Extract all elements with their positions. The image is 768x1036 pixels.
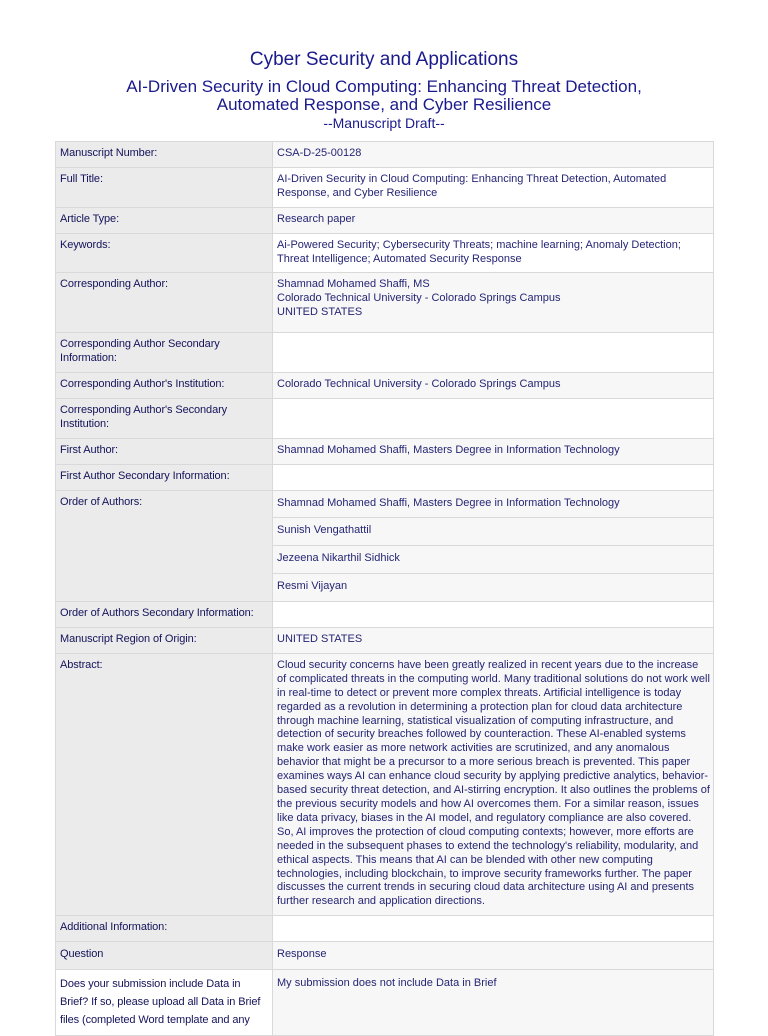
table-row	[56, 490, 714, 518]
manuscript-number: CSA-D-25-00128	[273, 142, 714, 168]
row-label: Keywords:	[56, 233, 273, 273]
corresponding-institution: Colorado Technical University - Colorado Springs Campus	[273, 372, 714, 398]
author-entry: Shamnad Mohamed Shaffi, Masters Degree in Information Technology	[273, 490, 714, 518]
table-row	[56, 207, 714, 233]
author-entry: Resmi Vijayan	[273, 574, 714, 602]
row-label: First Author:	[56, 438, 273, 464]
manuscript-metadata-table	[55, 141, 714, 1036]
corresponding-secondary-institution	[273, 398, 714, 438]
draft-label: --Manuscript Draft--	[323, 115, 445, 131]
table-row	[56, 142, 714, 168]
author-institution: Colorado Technical University - Colorado Springs Campus	[277, 292, 561, 305]
row-label: Corresponding Author:	[56, 273, 273, 333]
row-label: Corresponding Author Secondary Information:	[56, 333, 273, 373]
question-header: Question	[56, 942, 273, 970]
row-label: Corresponding Author's Secondary Institution:	[56, 398, 273, 438]
row-label: Manuscript Region of Origin:	[56, 628, 273, 654]
table-row	[56, 942, 714, 970]
first-author-secondary	[273, 464, 714, 490]
table-row	[56, 916, 714, 942]
header	[0, 0, 768, 131]
row-label: Manuscript Number:	[56, 142, 273, 168]
table-row	[56, 273, 714, 333]
table-row	[56, 602, 714, 628]
corresponding-author-secondary	[273, 333, 714, 373]
row-label: Additional Information:	[56, 916, 273, 942]
row-label: Order of Authors Secondary Information:	[56, 602, 273, 628]
keywords: Ai-Powered Security; Cybersecurity Threats; machine learning; Anomaly Detection; Threat Intelligence; Automated Security Response	[273, 233, 714, 273]
row-label: First Author Secondary Information:	[56, 464, 273, 490]
row-label: Corresponding Author's Institution:	[56, 372, 273, 398]
row-label: Full Title:	[56, 167, 273, 207]
author-country: UNITED STATES	[277, 306, 363, 319]
table-row	[56, 628, 714, 654]
response-text: My submission does not include Data in Brief	[273, 970, 714, 1036]
table-row	[56, 653, 714, 915]
table-row	[56, 167, 714, 207]
order-secondary	[273, 602, 714, 628]
table-row	[56, 372, 714, 398]
table-row	[56, 333, 714, 373]
full-title: AI-Driven Security in Cloud Computing: Enhancing Threat Detection, Automated Response, and Cyber Resilience	[273, 167, 714, 207]
first-author: Shamnad Mohamed Shaffi, Masters Degree in Information Technology	[273, 438, 714, 464]
abstract-text: Cloud security concerns have been greatly realized in recent years due to the increase of complicated threats in the computing world. Many traditional solutions do not work well in real-time to detect or prevent more complex threats. Artificial intelligence is today regarded as a revolution in determining a protection plan for cloud data architecture through machine learning, statistical visualization of computing infrastructure, and detection of security breaches followed by counteraction. These AI-enabled systems make work easier as more network activities are scrutinized, and any anomalous behavior that might be a precursor to a more serious breach is prevented. This paper examines ways AI can enhance cloud security by applying predictive analytics, behavior-based security threat detection, and AI-stirring encryption. It also outlines the problems of the previous security models and how AI overcomes them. For a similar reason, issues like data privacy, biases in the AI model, and regulatory compliance are also covered. So, AI improves the protection of cloud computing contexts; however, more efforts are needed in the subsequent phases to extend the technology's reliability, modularity, and ethical aspects. This means that AI can be blended with other new computing technologies, including blockchain, to improve security frameworks further. The paper discusses the current trends in securing cloud data architecture using AI and presents further research and application directions.	[273, 653, 714, 915]
table-row	[56, 438, 714, 464]
row-label: Order of Authors:	[56, 490, 273, 602]
article-title: AI-Driven Security in Cloud Computing: Enhancing Threat Detection, Automated Response, and Cyber Resilience	[126, 77, 642, 114]
table-row	[56, 233, 714, 273]
table-row	[56, 970, 714, 1036]
region-of-origin: UNITED STATES	[273, 628, 714, 654]
corresponding-author	[273, 273, 714, 333]
response-header: Response	[273, 942, 714, 970]
journal-title: Cyber Security and Applications	[249, 49, 519, 70]
article-type: Research paper	[273, 207, 714, 233]
author-entry: Jezeena Nikarthil Sidhick	[273, 546, 714, 574]
additional-info	[273, 916, 714, 942]
question-text: Does your submission include Data in Brief? If so, please upload all Data in Brief files (completed Word template and any	[56, 970, 273, 1036]
row-label: Article Type:	[56, 207, 273, 233]
row-label: Abstract:	[56, 653, 273, 915]
author-name: Shamnad Mohamed Shaffi, MS	[277, 278, 430, 291]
author-entry: Sunish Vengathattil	[273, 518, 714, 546]
table-row	[56, 398, 714, 438]
table-row	[56, 464, 714, 490]
